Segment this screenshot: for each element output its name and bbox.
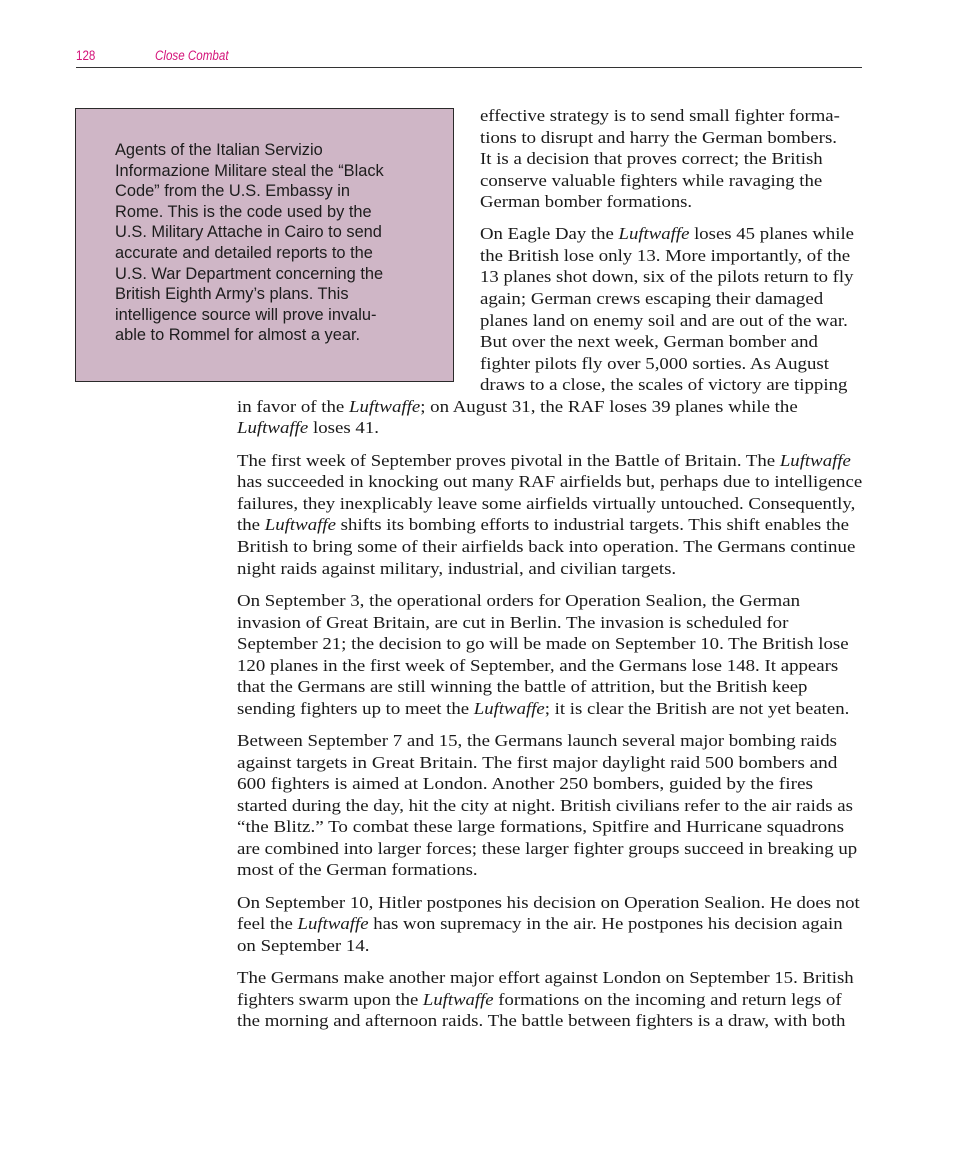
body-line: The Germans make another major effort against London on September 15. British	[237, 968, 854, 987]
body-line: 13 planes shot down, six of the pilots return to fly	[480, 267, 854, 286]
body-line: night raids against military, industrial, and civilian targets.	[237, 559, 677, 578]
body-line: planes land on enemy soil and are out of the war.	[480, 311, 848, 330]
body-line: “the Blitz.” To combat these large formations, Spitfire and Hurricane squadrons	[237, 817, 845, 836]
body-line: against targets in Great Britain. The first major daylight raid 500 bombers and	[237, 753, 838, 772]
body-line: fighters swarm upon the Luftwaffe formations on the incoming and return legs of	[237, 990, 842, 1009]
body-line: effective strategy is to send small fighter forma-	[480, 106, 840, 125]
sidebar-line: able to Rommel for almost a year.	[115, 326, 361, 345]
body-line: that the Germans are still winning the battle of attrition, but the British keep	[237, 677, 808, 696]
body-line: It is a decision that proves correct; the British	[480, 149, 823, 168]
body-line: again; German crews escaping their damaged	[480, 289, 824, 308]
body-line: the British lose only 13. More importantly, of the	[480, 246, 851, 265]
body-line: failures, they inexplicably leave some airfields virtually untouched. Consequently,	[237, 494, 856, 513]
body-line: feel the Luftwaffe has won supremacy in the air. He postpones his decision again	[237, 914, 843, 933]
body-line: British to bring some of their airfields back into operation. The Germans continue	[237, 537, 856, 556]
sidebar-line: U.S. Military Attache in Cairo to send	[115, 223, 382, 242]
sidebar-box	[75, 108, 454, 382]
page-number: 128	[76, 48, 96, 63]
body-line: German bomber formations.	[480, 192, 693, 211]
body-line: are combined into larger forces; these larger fighter groups succeed in breaking up	[237, 839, 858, 858]
body-line: Between September 7 and 15, the Germans launch several major bombing raids	[237, 731, 837, 750]
sidebar-line: U.S. War Department concerning the	[115, 264, 384, 283]
body-line: the morning and afternoon raids. The battle between fighters is a draw, with both	[237, 1011, 846, 1030]
body-line: On September 10, Hitler postpones his decision on Operation Sealion. He does not	[237, 893, 860, 912]
body-line: But over the next week, German bomber and	[480, 332, 818, 351]
body-line: invasion of Great Britain, are cut in Berlin. The invasion is scheduled for	[237, 613, 789, 632]
body-line: started during the day, hit the city at night. British civilians refer to the air raids as	[237, 796, 853, 815]
body-line: has succeeded in knocking out many RAF airfields but, perhaps due to intelligence	[237, 472, 863, 491]
sidebar-line: intelligence source will prove invalu-	[115, 305, 377, 324]
body-line: fighter pilots fly over 5,000 sorties. As August	[480, 354, 829, 373]
body-line: in favor of the Luftwaffe; on August 31, the RAF loses 39 planes while the	[237, 397, 798, 416]
running-title: Close Combat	[155, 48, 229, 63]
body-line: sending fighters up to meet the Luftwaffe; it is clear the British are not yet beaten.	[237, 699, 850, 718]
body-line: most of the German formations.	[237, 860, 478, 879]
sidebar-line: Informazione Militare steal the “Black	[115, 161, 384, 180]
body-line: on September 14.	[237, 936, 370, 955]
body-line: On September 3, the operational orders for Operation Sealion, the German	[237, 591, 801, 610]
body-line: 120 planes in the first week of September, and the Germans lose 148. It appears	[237, 656, 839, 675]
sidebar-line: accurate and detailed reports to the	[115, 243, 373, 262]
sidebar-line: Code” from the U.S. Embassy in	[115, 182, 351, 201]
body-line: tions to disrupt and harry the German bombers.	[480, 128, 838, 147]
body-line: Luftwaffe loses 41.	[237, 418, 379, 437]
sidebar-text	[115, 140, 415, 346]
body-line: The first week of September proves pivotal in the Battle of Britain. The Luftwaffe	[237, 451, 851, 470]
body-line: the Luftwaffe shifts its bombing efforts to industrial targets. This shift enables the	[237, 515, 850, 534]
body-line: September 21; the decision to go will be made on September 10. The British lose	[237, 634, 849, 653]
body-line: 600 fighters is aimed at London. Another 250 bombers, guided by the fires	[237, 774, 814, 793]
sidebar-line: Agents of the Italian Servizio	[115, 141, 323, 159]
sidebar-line: British Eighth Army’s plans. This	[115, 285, 349, 304]
running-header	[76, 47, 862, 68]
sidebar-line: Rome. This is the code used by the	[115, 202, 372, 221]
body-line: draws to a close, the scales of victory are tipping	[480, 375, 848, 394]
body-line: On Eagle Day the Luftwaffe loses 45 planes while	[480, 224, 855, 243]
body-line: conserve valuable fighters while ravaging the	[480, 171, 823, 190]
